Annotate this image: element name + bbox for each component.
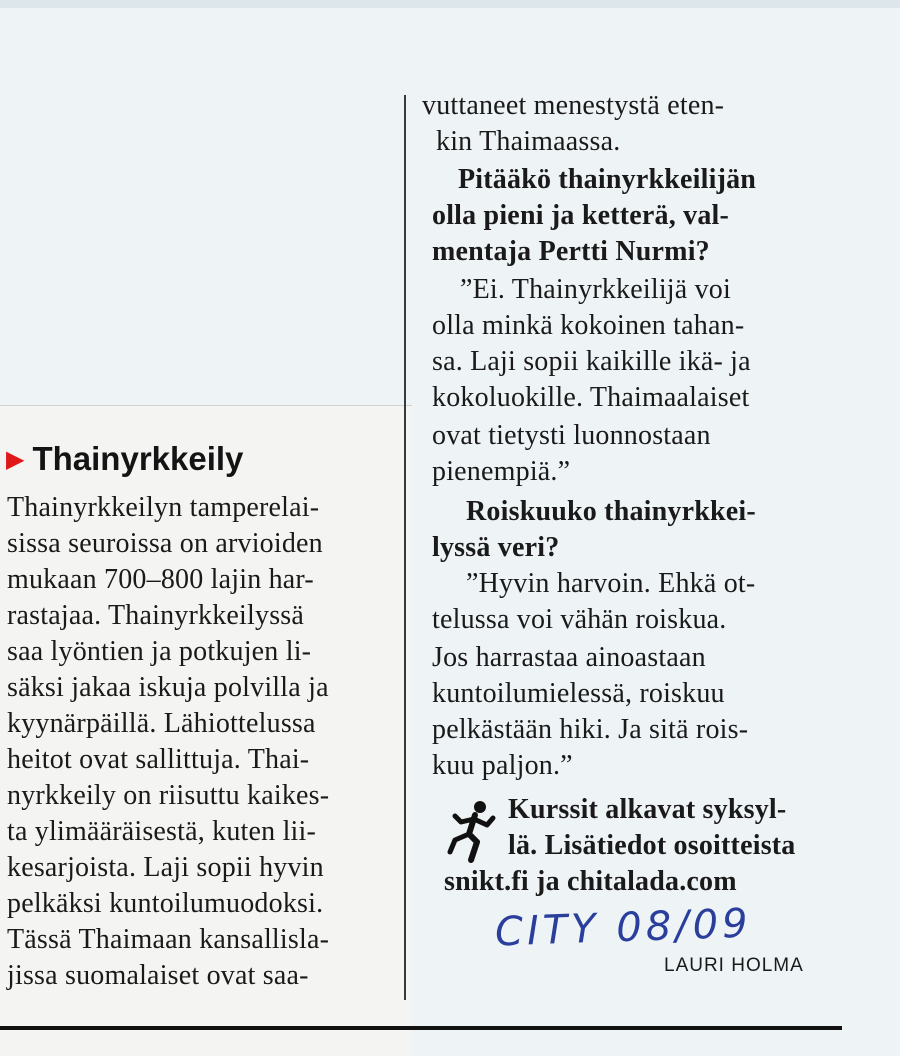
answer-line: olla minkä kokoinen tahan- (432, 310, 745, 341)
left-line: säksi jakaa iskuja polvilla ja (7, 672, 329, 703)
left-line: Tässä Thaimaan kansallisla- (7, 924, 330, 955)
answer-line: pienempiä.” (432, 456, 571, 487)
heading-text: Thainyrkkeily (32, 440, 244, 477)
left-line: sissa seuroissa on arvioiden (7, 528, 323, 559)
answer-line: sa. Laji sopii kaikille ikä- ja (432, 346, 751, 377)
question-line: Pitääkö thainyrkkeilijän (458, 164, 757, 195)
question-line: Roiskuuko thainyrkkei- (466, 496, 756, 527)
info-line: Kurssit alkavat syksyl- (508, 794, 787, 825)
handwritten-annotation: CITY 08/09 (494, 900, 753, 956)
question-line: mentaja Pertti Nurmi? (432, 236, 710, 267)
answer-line: telussa voi vähän roiskua. (432, 604, 727, 635)
left-line: pelkäksi kuntoilumuodoksi. (7, 888, 324, 919)
info-line: snikt.fi ja chitalada.com (444, 866, 737, 897)
bottom-rule (0, 1026, 842, 1030)
answer-line: kuntoilumielessä, roiskuu (432, 678, 725, 709)
right-line: kin Thaimaassa. (436, 126, 621, 157)
answer-line: ”Ei. Thainyrkkeilijä voi (460, 274, 731, 305)
left-line: jissa suomalaiset ovat saa- (7, 960, 309, 991)
question-line: lyssä veri? (432, 532, 560, 563)
answer-line: ovat tietysti luonnostaan (432, 420, 711, 451)
runner-icon (447, 800, 499, 864)
article-heading (6, 440, 243, 478)
left-line: Thainyrkkeilyn tamperelai- (7, 492, 320, 523)
answer-line: ”Hyvin harvoin. Ehkä ot- (466, 568, 756, 599)
answer-line: kokoluokille. Thaimaalaiset (432, 382, 750, 413)
left-line: kyynärpäillä. Lähiottelussa (7, 708, 316, 739)
left-line: rastajaa. Thainyrkkeilyssä (7, 600, 305, 631)
right-line: vuttaneet menestystä eten- (422, 90, 725, 121)
answer-line: kuu paljon.” (432, 750, 573, 781)
answer-line: Jos harrastaa ainoastaan (432, 642, 706, 673)
info-line: lä. Lisätiedot osoitteista (508, 830, 796, 861)
left-line: saa lyöntien ja potkujen li- (7, 636, 312, 667)
left-line: heitot ovat sallittuja. Thai- (7, 744, 310, 775)
left-line: nyrkkeily on riisuttu kaikes- (7, 780, 330, 811)
column-divider (404, 95, 406, 1000)
question-line: olla pieni ja ketterä, val- (432, 200, 730, 231)
author-byline: LAURI HOLMA (664, 955, 804, 976)
scan-edge (0, 0, 900, 8)
triangle-bullet-icon: ▶ (6, 446, 25, 473)
answer-line: pelkästään hiki. Ja sitä rois- (432, 714, 749, 745)
left-line: kesarjoista. Laji sopii hyvin (7, 852, 324, 883)
left-line: mukaan 700–800 lajin har- (7, 564, 314, 595)
left-line: ta ylimääräisestä, kuten lii- (7, 816, 317, 847)
